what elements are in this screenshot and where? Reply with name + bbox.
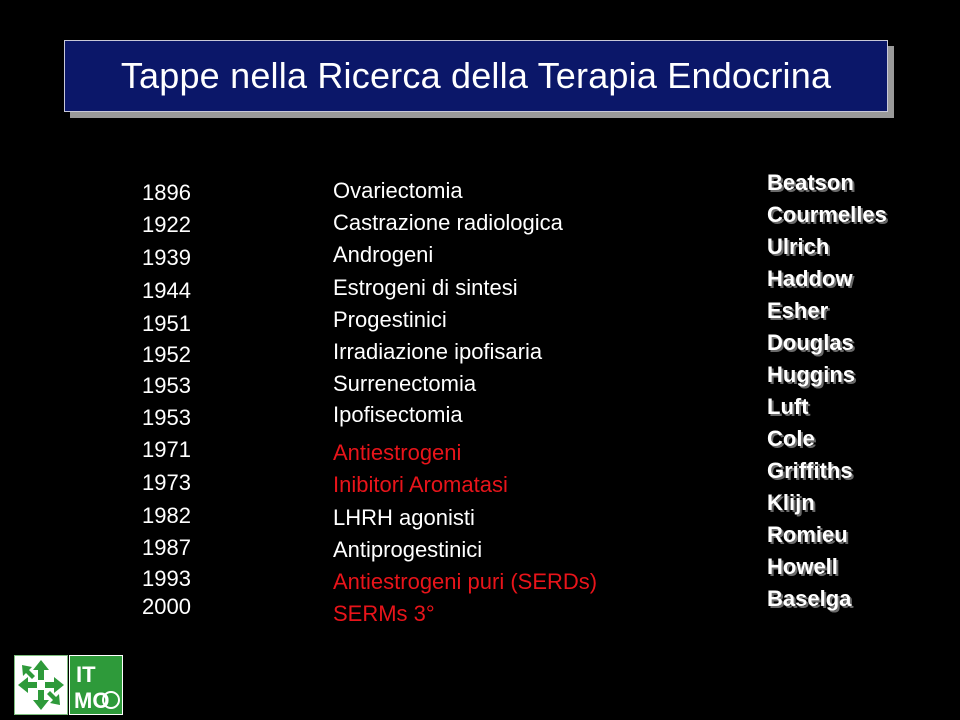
itmo-logo-text-bottom: MO xyxy=(74,688,110,713)
researcher-name: Klijn xyxy=(767,490,815,515)
event-item: Irradiazione ipofisaria xyxy=(333,339,543,364)
year-item: 1993 xyxy=(142,566,191,591)
year-item: 1953 xyxy=(142,373,191,398)
year-item: 1951 xyxy=(142,311,191,336)
event-item: Surrenectomia xyxy=(333,371,477,396)
researcher-name: Courmelles xyxy=(767,202,887,227)
event-item: Antiprogestinici xyxy=(333,537,483,562)
event-item: LHRH agonisti xyxy=(333,505,475,530)
event-item: Antiestrogeni xyxy=(333,440,462,465)
year-item: 1971 xyxy=(142,437,191,462)
event-item: SERMs 3° xyxy=(333,601,435,626)
year-item: 2000 xyxy=(142,594,191,619)
researcher-name: Griffiths xyxy=(767,458,853,483)
researcher-name: Esher xyxy=(767,298,829,323)
event-item: Estrogeni di sintesi xyxy=(333,275,518,300)
event-item: Inibitori Aromatasi xyxy=(333,472,508,497)
itmo-logo-icon xyxy=(70,656,122,714)
itmo-logo-text-top: IT xyxy=(76,662,96,687)
slide-title: Tappe nella Ricerca della Terapia Endocrina xyxy=(120,55,832,96)
year-item: 1987 xyxy=(142,535,191,560)
researcher-name: Cole xyxy=(767,426,815,451)
researcher-name: Romieu xyxy=(767,522,848,547)
researcher-name: Haddow xyxy=(767,266,853,291)
event-item: Castrazione radiologica xyxy=(333,210,563,235)
researcher-name: Howell xyxy=(767,554,838,579)
year-item: 1953 xyxy=(142,405,191,430)
year-item: 1896 xyxy=(142,180,191,205)
year-item: 1982 xyxy=(142,503,191,528)
year-item: 1952 xyxy=(142,342,191,367)
researcher-name: Ulrich xyxy=(767,234,830,259)
title-box xyxy=(64,40,888,112)
year-item: 1939 xyxy=(142,245,191,270)
arrows-cross-icon xyxy=(15,656,67,714)
year-item: 1922 xyxy=(142,212,191,237)
researcher-name: Baselga xyxy=(767,586,852,611)
event-item: Ovariectomia xyxy=(333,178,463,203)
researcher-name: Douglas xyxy=(767,330,854,355)
researcher-name: Luft xyxy=(767,394,809,419)
year-item: 1973 xyxy=(142,470,191,495)
year-item: 1944 xyxy=(142,278,191,303)
event-item: Progestinici xyxy=(333,307,447,332)
itmo-logo xyxy=(69,655,123,715)
event-item: Ipofisectomia xyxy=(333,402,463,427)
event-item: Androgeni xyxy=(333,242,434,267)
arrows-logo xyxy=(14,655,68,715)
event-item: Antiestrogeni puri (SERDs) xyxy=(333,569,598,594)
researcher-name: Huggins xyxy=(767,362,855,387)
researcher-name: Beatson xyxy=(767,170,854,195)
